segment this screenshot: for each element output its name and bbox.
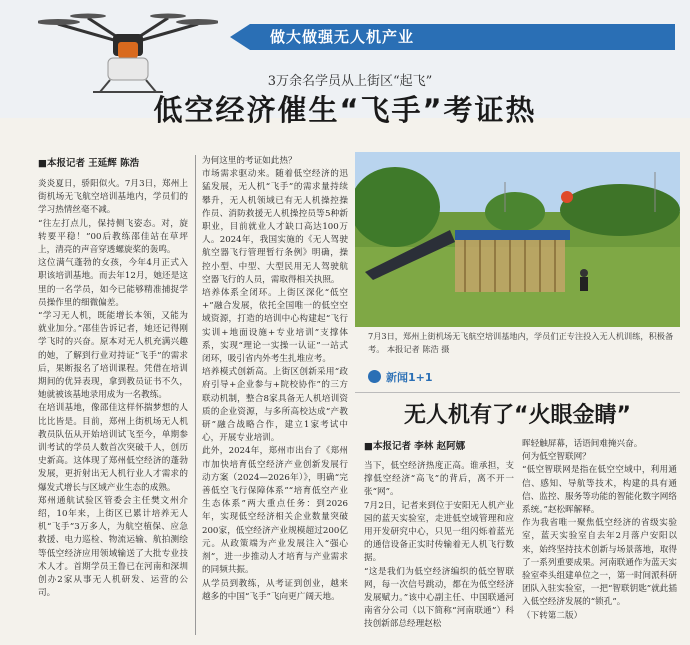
article-column-2: 为何这里的考证如此热？ 市场需求驱动来。随着低空经济的迅猛发展，无人机“飞手”的需求量持续攀升，无人机领域已有无人机操控操作员、消防救援无人机操控员等5种新职业，目前就业人才缺口高达100万人。2024年，我国实施的《无人驾驶航空器飞行管理暂行条例》明确，操控小型、中型、大型民用无人驾驶航空器飞行的人员，需取得相关执照。 培养体系全闭环。上街区深化“低空+”融合发展，依托全国唯一的低空空域资源，打造的培训中心构建起“飞行实训+地面设施+专业培训”支撑体系，实现“理论一实操一认证”一站式闭环，吸引省内外考生扎堆应考。 培养模式创新高。上街区创新采用“政府引导+企业参与+院校协作”的三方联动机制，整合8家具备无人机培训资质的企业资源，与多所高校达成“产教研”融合战略合作，建立1家考试中心，开展专业培训。 此外，2024年，郑州市出台了《郑州市加快培育低空经济产业创新发展行动方案（2024—2026年）》，明确“完善低空飞行保障体系”“培育低空产业生态体系”两大重点任务：到2026年，实现低空经济相关企业数量突破200家，低空经济产业规模超过200亿元。从政策端为产业发展注入“强心剂”，进一步推动人才培育与产业需求的同频共振。 从学员到教练，从考证到创业，越来越多的中国“飞手”飞向更广阔天地。 [202,156,348,602]
section-banner: 做大做强无人机产业 [250,24,675,50]
article2-byline: ■本报记者 李林 赵阿娜 [364,441,466,452]
article-headline: 低空经济催生“飞手”考证热 [153,93,537,127]
photo-caption: 7月3日，郑州上街机场无飞航空培训基地内，学员们正专注投入无人机训练，积极备考。 本报记者 陈浩 摄 [368,331,674,354]
article-subtitle: 3万余名学员从上街区“起飞” [267,74,433,89]
article-byline: ■本报记者 王延辉 陈浩 [38,158,140,169]
news-section-icon [368,370,381,383]
section-rule [355,392,680,393]
article-column-1: 炎炎夏日，骄阳似火。7月3日，郑州上街机场无飞航空培训基地内，学员们的学习热情丝毫不减。 “往左打点儿，保持侧飞姿态。对，旋转要平稳！”00后教练邵佳站在草坪上，清亮的声音穿透螺旋桨的轰鸣。 这位满气蓬勃的女孩，今年4月正式入职该培训基地。而去年12月，她还是这里的一名学员，如今已能够精准捕捉学员操作里的细微偏差。 “学习无人机，既能增长本领，又能为就业加分。”邵佳告诉记者，她还记得刚学飞时的兴奋。原本对无人机充满兴趣的她，了解到行业对持证“飞手”的需求后，果断报名了培训课程。凭借在培训期间的优异表现，拿到教员证书不久，她就被该基地录用成为一名教练。 在培训基地，像邵佳这样怀揣梦想的人比比皆是。目前，郑州上街机场无人机教员队伍从开始培训试飞至今，单期参训考试的学员人数首次突破千人，创历史新高。这体现了郑州低空经济的蓬勃发展，更折射出无人机行业人才需求的爆发式增长与区域产业生态的成熟。 郑州通航试验区管委会主任樊文州介绍，10年来，上街区已累计培养无人机“飞手”3万多人，为航空植保、应急救援、电力巡检、物流运输、航拍测绘等低空经济应用领域输送了大批专业技术人才。首期学员王鲁已在河南和深圳创办2家从事无人机研发、运营的公司。 [38,179,188,599]
agricultural-drone-image [38,4,218,94]
article2-column-2: 晖轻触屏幕，话语间难掩兴奋。 何为低空智联网？ “低空智联网是指在低空空域中，利用通信、感知、导航等技术，构建的具有通信、监控、服务等功能的智能化数字网络系统。”赵松晖解释。 作为我省唯一聚焦低空经济的省级实验室，蓝天实验室自去年2月落户安阳以来，始终坚持技术创新与场景落地，取得了一系列重要成果。河南联通作为蓝天实验室牵头组建单位之一，第一时间派科研团队入驻实验室，一把“智联钥匙”就此插入低空经济发展的“锁孔”。 （下转第二版） [522,439,677,621]
banner-arrow [230,24,250,50]
training-site-photo [355,152,680,327]
article2-headline: 无人机有了“火眼金睛” [404,403,631,428]
news-section-label: 新闻1+1 [386,371,433,384]
column-divider [195,155,196,635]
article2-column-1: 当下，低空经济热度正高。谁承担，支撑低空经济“高飞”的背后，离不开一张“网”。 7月2日，记者来到位于安阳无人机产业园的蓝天实验室，走进低空域管理和应用开发研究中心，只见一组闪烁着蓝光的通信设备正实时传输着无人机飞行数据。 “这是我们为低空经济编织的低空智联网，每一次信号跳动，都在为低空经济发展赋力。”该中心副主任、中国联通河南省分公司（以下简称“河南联通”）科技创新部总经理赵松 [364,461,514,630]
